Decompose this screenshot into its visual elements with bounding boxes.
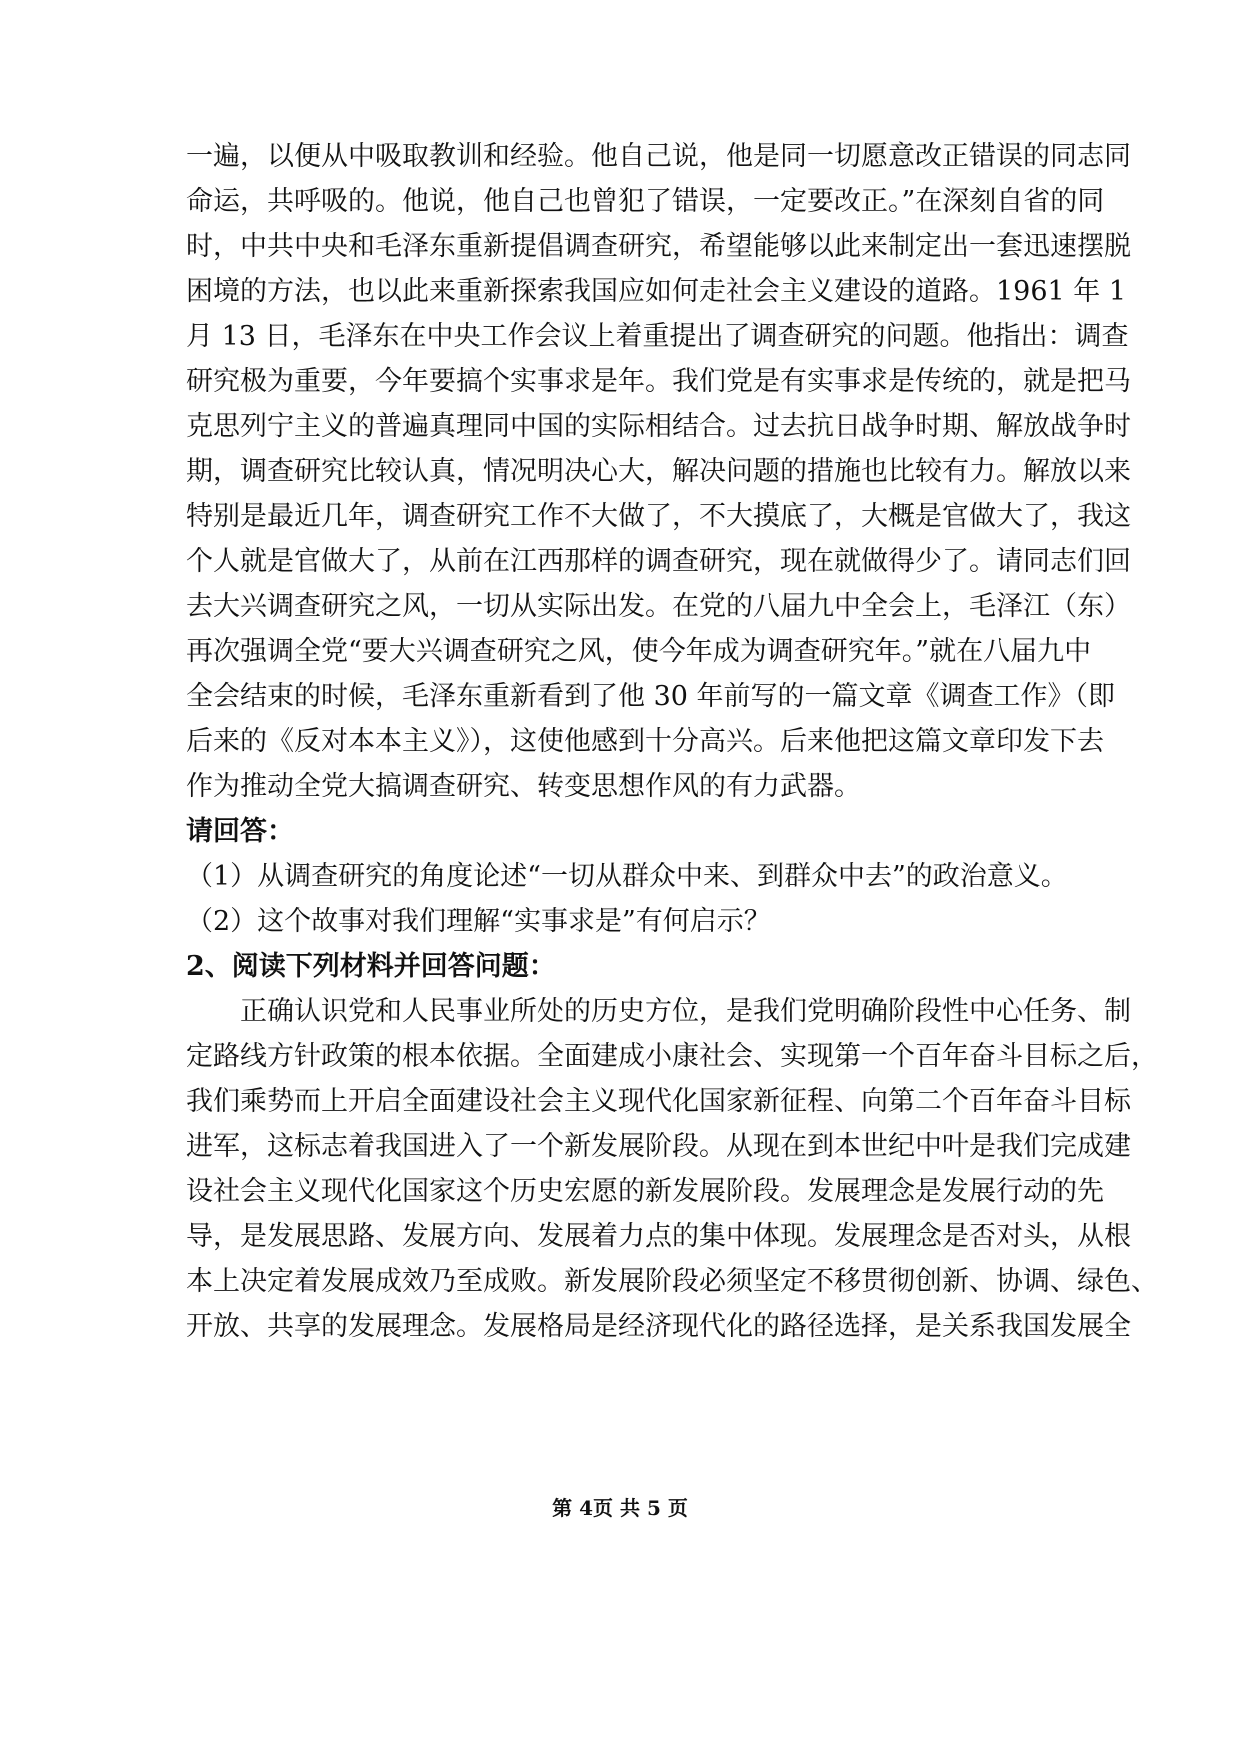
text-line: 研究极为重要，今年要搞个实事求是年。我们党是有实事求是传统的，就是把马 xyxy=(186,366,1131,397)
page-number-footer: 第 4页 共 5 页 xyxy=(552,1496,688,1520)
text-line: 命运，共呼吸的。他说，他自己也曾犯了错误，一定要改正。”在深刻自省的同 xyxy=(186,186,1105,217)
text-line: 去大兴调查研究之风，一切从实际出发。在党的八届九中全会上，毛泽江（东） xyxy=(186,591,1131,622)
text-line: 困境的方法，也以此来重新探索我国应如何走社会主义建设的道路。1961 年 1 xyxy=(186,276,1127,307)
question-item: （1）从调查研究的角度论述“一切从群众中来、到群众中去”的政治意义。 xyxy=(186,861,1068,892)
question-item: （2）这个故事对我们理解“实事求是”有何启示？ xyxy=(186,906,771,937)
text-line: 后来的《反对本本主义》），这使他感到十分高兴。后来他把这篇文章印发下去 xyxy=(186,726,1104,757)
text-line: 期，调查研究比较认真，情况明决心大，解决问题的措施也比较有力。解放以来 xyxy=(186,456,1131,487)
text-line: 全会结束的时候，毛泽东重新看到了他 30 年前写的一篇文章《调查工作》（即 xyxy=(186,681,1116,712)
text-line: 定路线方针政策的根本依据。全面建成小康社会、实现第一个百年奋斗目标之后， xyxy=(186,1041,1158,1072)
text-line: 导，是发展思路、发展方向、发展着力点的集中体现。发展理念是否对头，从根 xyxy=(186,1221,1131,1252)
text-line: 开放、共享的发展理念。发展格局是经济现代化的路径选择，是关系我国发展全 xyxy=(186,1311,1131,1342)
text-line: 时，中共中央和毛泽东重新提倡调查研究，希望能够以此来制定出一套迅速摆脱 xyxy=(186,231,1131,262)
question-2-heading: 2、阅读下列材料并回答问题： xyxy=(186,951,556,982)
question-1-heading: 请回答： xyxy=(186,816,294,847)
text-line: 再次强调全党“要大兴调查研究之风，使今年成为调查研究年。”就在八届九中 xyxy=(186,636,1092,667)
text-line: 进军，这标志着我国进入了一个新发展阶段。从现在到本世纪中叶是我们完成建 xyxy=(186,1131,1131,1162)
text-line: 我们乘势而上开启全面建设社会主义现代化国家新征程、向第二个百年奋斗目标 xyxy=(186,1086,1131,1117)
text-line: 一遍，以便从中吸取教训和经验。他自己说，他是同一切愿意改正错误的同志同 xyxy=(186,141,1131,172)
text-line: 月 13 日，毛泽东在中央工作会议上着重提出了调查研究的问题。他指出：调查 xyxy=(186,321,1129,352)
text-line: 设社会主义现代化国家这个历史宏愿的新发展阶段。发展理念是发展行动的先 xyxy=(186,1176,1104,1207)
text-line: 作为推动全党大搞调查研究、转变思想作风的有力武器。 xyxy=(186,771,861,802)
text-line: 特别是最近几年，调查研究工作不大做了，不大摸底了，大概是官做大了，我这 xyxy=(186,501,1131,532)
text-line: 克思列宁主义的普遍真理同中国的实际相结合。过去抗日战争时期、解放战争时 xyxy=(186,411,1131,442)
text-line: 正确认识党和人民事业所处的历史方位，是我们党明确阶段性中心任务、制 xyxy=(240,996,1131,1027)
text-line: 个人就是官做大了，从前在江西那样的调查研究，现在就做得少了。请同志们回 xyxy=(186,546,1131,577)
text-line: 本上决定着发展成效乃至成败。新发展阶段必须坚定不移贯彻创新、协调、绿色、 xyxy=(186,1266,1158,1297)
